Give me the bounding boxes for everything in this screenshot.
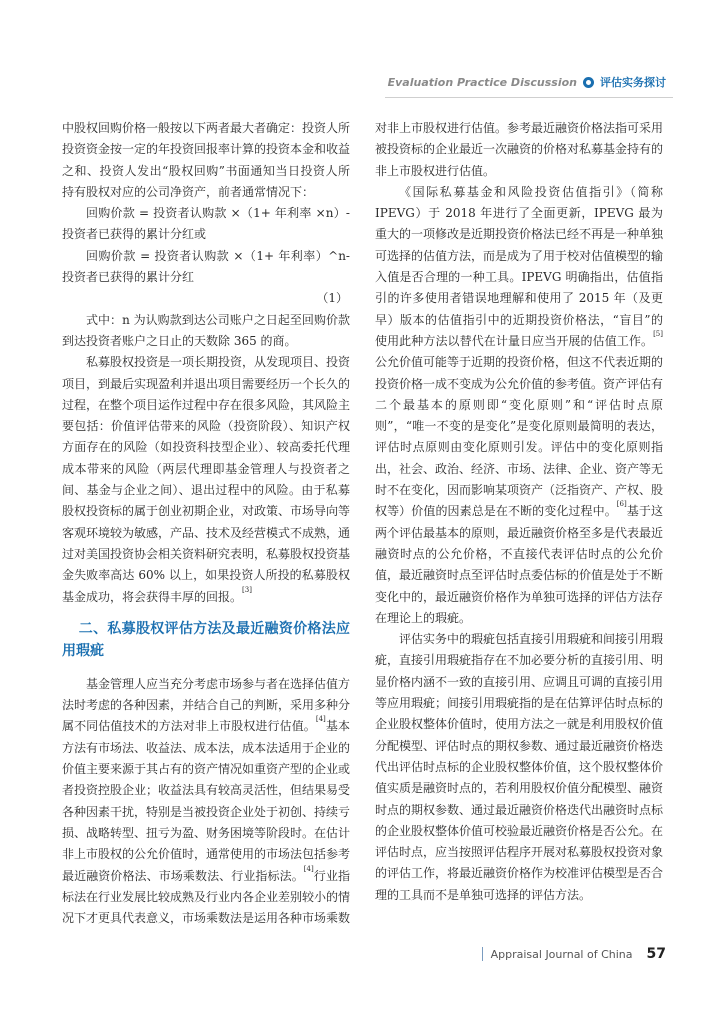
formula-1: 回购价款 = 投资者认购款 ×（1+ 年利率 ×n）- 投资者已获得的累计分红或 (62, 206, 350, 242)
right-column (375, 118, 663, 906)
paragraph: 中股权回购价格一般按以下两者最大者确定：投资人所投资资金按一定的年投资回报率计算的投资本金和收益之和、投资人发出“股权回购”书面通知当日投资人所持有股权对应的公司净资产，前者通常情况下： (62, 121, 351, 199)
paragraph-text: 私募股权投资是一项长期投资，从发现项目、投资项目，到最后实现盈利并退出项目需要经历一个长久的过程，在整个项目运作过程中存在很多风险，其风险主要包括：价值评估带来的风险（投资阶段）、知识产权方面存在的风险（如投资科技型企业）、较高委托代理成本带来的风险（两层代理即基金管理人与投资者之间、基金与企业之间）、退出过程中的风险。由于私募股权投资标的属于创业初期企业，对政策、市场导向等客观环境较为敏感，产品、技术及经营模式不成熟，通过对美国投资协会相关资料研究表明，私募股权投资基金失败率高达 60% 以上，如果投资人所投的私募股权基金成功，将会获得丰厚的回报。 (62, 355, 351, 604)
section-heading: 二、私募股权评估方法及最近融资价格法应用瑕疵 (62, 620, 350, 659)
header-chinese-title: 评估实务探讨 (600, 76, 666, 89)
paragraph-text: 行业指标法在行业发展比较成熟及行业内各企业差别较小的情况下才更具代表意义，市场乘数法是运用各种市场乘数 (62, 868, 351, 926)
reference-marker: [3] (242, 585, 252, 594)
paragraph-text: 公允价值可能等于近期的投资价格，但这不代表近期的投资价格一成不变成为公允价值的参考值。资产评估有二个最基本的原则即“变化原则”和“评估时点原则”，“唯一不变的是变化”是变化原则最简明的表达，评估时点原则由变化原则引发。评估中的变化原则指出，社会、政治、经济、市场、法律、企业、资产等无时不在变化，因而影响某项资产（泛指资产、产权、股权等）价值的因素总是在不断的变化过程中。 (375, 355, 664, 519)
paragraph (62, 352, 350, 608)
header-divider (385, 97, 673, 98)
paragraph: 评估实务中的瑕疵包括直接引用瑕疵和间接引用瑕疵，直接引用瑕疵指存在不加必要分析的直接引用、明显价格内涵不一致的直接引用、应调且可调的直接引用等应用瑕疵；间接引用瑕疵指的是在估算评估时点标的企业股权整体价值时，使用方法之一就是利用股权价值分配模型、评估时点的期权参数、通过最近融资价格迭代出评估时点标的企业股权整体价值，这个股权整体价值实质是融资时点的，若利用股权价值分配模型、融资时点的期权参数、通过最近融资价格迭代出融资时点标的企业股权整体价值可校验最近融资价格是否公允。在评估时点，应当按照评估程序开展对私募股权投资对象的评估工作，将最近融资价格作为校准评估模型是否合理的工具而不是单独可选择的评估方法。 (375, 632, 664, 902)
paragraph-text: 基金管理人应当充分考虑市场参与者在选择估值方法时考虑的各种因素，并结合自己的判断，采用多种分属不同估值技术的方法对非上市股权进行估值。 (62, 676, 351, 734)
page-footer (482, 946, 666, 962)
reference-marker: [4] (315, 715, 326, 724)
paragraph (375, 182, 663, 629)
reference-marker: [5] (653, 329, 663, 338)
equation-number-line (62, 288, 350, 309)
paragraph: 对非上市股权进行估值。参考最近融资价格法指可采用被投资标的企业最近一次融资的价格对私募基金持有的非上市股权进行估值。 (375, 121, 664, 178)
journal-name: Appraisal Journal of China (490, 947, 633, 961)
paragraph-text: 基本方法有市场法、收益法、成本法，成本法适用于企业的价值主要来源于其占有的资产情况如重资产型的企业或者投资控股企业；收益法具有较高灵活性，但结果易受各种因素干扰，特别是当被投资企业处于初创、持续亏损、战略转型、扭亏为盈、财务困境等阶段时。在估计非上市股权的公允价值时，通常使用的市场法包括参考最近融资价格法、市场乘数法、行业指标法。 (62, 719, 351, 883)
left-column (62, 118, 350, 929)
running-header (388, 74, 666, 90)
reference-marker: [4] (303, 864, 314, 873)
equation-number: （1） (316, 291, 348, 306)
paragraph-text: 基于这两个评估最基本的原则，最近融资价格至多是代表最近融资时点的公允价格，不直接代表评估时点的公允价值，最近融资时点至评估时点委估标的价值是处于不断变化中的，最近融资价格作为单独可选择的评估方法存在理论上的瑕疵。 (375, 504, 664, 625)
footer-divider (482, 947, 483, 961)
reference-marker: [6] (616, 500, 627, 509)
formula-2: 回购价款 = 投资者认购款 ×（1+ 年利率）^n- 投资者已获得的累计分红 (62, 248, 350, 285)
page-number: 57 (646, 946, 666, 962)
paragraph: 式中：n 为认购款到达公司账户之日起至回购价款到达投资者账户之日止的天数除 365 的商。 (62, 312, 350, 348)
paragraph (62, 674, 350, 930)
bullet-circle-icon (583, 77, 594, 88)
paragraph-text: 《国际私募基金和风险投资估值指引》（简称 IPEVG）于 2018 年进行了全面更新，IPEVG 最为重大的一项修改是近期投资价格法已经不再是一种单独可选择的估值方法，而是成为了用于校对估值模型的输入值是否合理的一种工具。IPEVG 明确指出，估值指引的许多使用者错误地理解和使用了 2015 年（及更早）版本的估值指引中的近期投资价格法，“盲目”的使用此种方法以替代在计量日应当开展的估值工作。 (375, 184, 664, 348)
header-english-title: Evaluation Practice Discussion (387, 75, 577, 89)
